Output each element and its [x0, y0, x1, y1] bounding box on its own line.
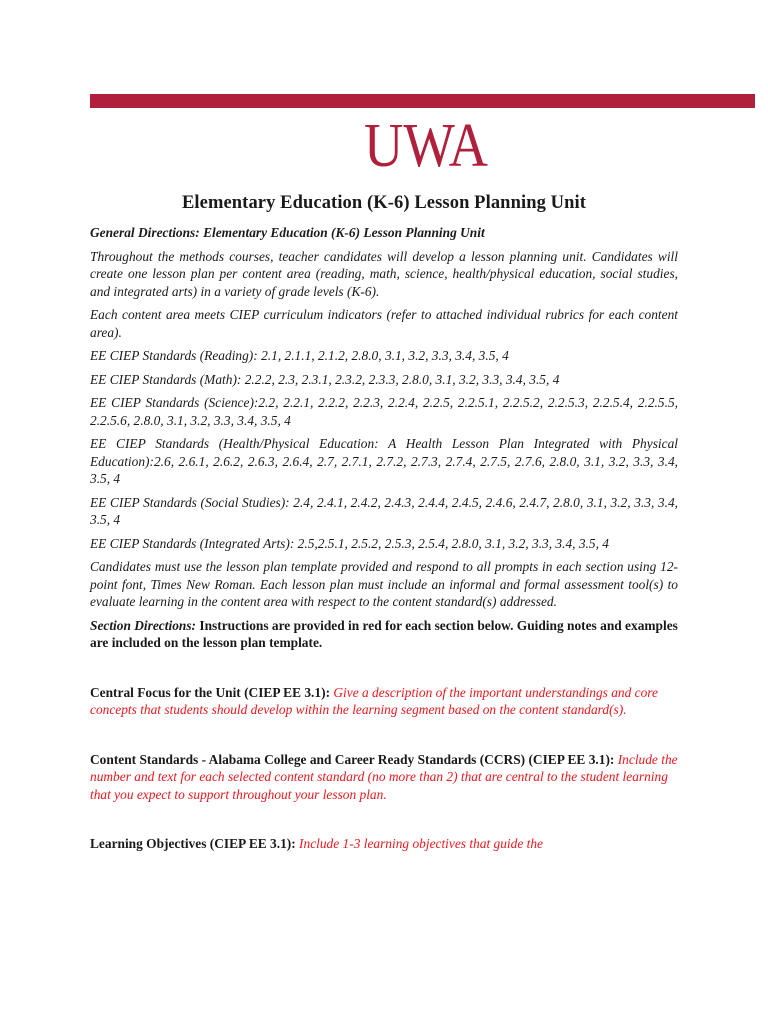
- template-paragraph: Candidates must use the lesson plan template provided and respond to all prompts in each section using 12-point font, Times New Roman. Each lesson plan must include an informal and formal assessment tool(s) to evaluate learning in the content area with respect to the content standard(s) addressed.: [90, 559, 678, 609]
- intro-paragraph: Throughout the methods courses, teacher candidates will develop a lesson planning unit. Candidates will create one lesson plan per content area (reading, math, science, health/physical education, social studies, and integrated arts) in a variety of grade levels (K-6).: [90, 248, 678, 299]
- document-body: [90, 190, 678, 853]
- svg-text:UWA: UWA: [364, 112, 489, 180]
- content-standards-heading: Content Standards - Alabama College and Career Ready Standards (CCRS) (CIEP EE 3.1):: [90, 751, 615, 767]
- section-directions: [90, 617, 678, 652]
- learning-objectives-section: [90, 835, 678, 853]
- uwa-logo-graphic: [363, 112, 489, 180]
- section-directions-text: Instructions are provided in red for each section below. Guiding notes and examples are included on the lesson plan template.: [90, 617, 678, 650]
- standards-health: EE CIEP Standards (Health/Physical Education: A Health Lesson Plan Integrated with Physical Education):2.6, 2.6.1, 2.6.2, 2.6.3, 2.6.4, 2.7, 2.7.1, 2.7.2, 2.7.3, 2.7.4, 2.7.5, 2.7.6, 2.8.0, 3.1, 3.2, 3.3, 3.4, 3.5, 4: [90, 436, 678, 486]
- central-focus-section: [90, 684, 678, 719]
- standards-integrated-arts: EE CIEP Standards (Integrated Arts): 2.5,2.5.1, 2.5.2, 2.5.3, 2.5.4, 2.8.0, 3.1, 3.2, 3.3, 3.4, 3.5, 4: [90, 535, 609, 551]
- learning-objectives-instruction: Include 1-3 learning objectives that guide the: [295, 836, 543, 851]
- header-band: [90, 94, 755, 108]
- content-area-paragraph: Each content area meets CIEP curriculum indicators (refer to attached individual rubrics for each content area).: [90, 307, 678, 340]
- standards-social-studies: EE CIEP Standards (Social Studies): 2.4, 2.4.1, 2.4.2, 2.4.3, 2.4.4, 2.4.5, 2.4.6, 2.4.7, 2.8.0, 3.1, 3.2, 3.3, 3.4, 3.5, 4: [90, 494, 678, 527]
- learning-objectives-heading: Learning Objectives (CIEP EE 3.1):: [90, 836, 296, 851]
- central-focus-heading: Central Focus for the Unit (CIEP EE 3.1):: [90, 684, 331, 700]
- general-directions-heading: General Directions: Elementary Education (K-6) Lesson Planning Unit: [90, 225, 485, 240]
- uwa-logo: [363, 112, 489, 180]
- content-standards-section: [90, 751, 678, 804]
- standards-reading: EE CIEP Standards (Reading): 2.1, 2.1.1, 2.1.2, 2.8.0, 3.1, 3.2, 3.3, 3.4, 3.5, 4: [90, 348, 509, 363]
- standards-science: EE CIEP Standards (Science):2.2, 2.2.1, 2.2.2, 2.2.3, 2.2.4, 2.2.5, 2.2.5.1, 2.2.5.2, 2.2.5.3, 2.2.5.4, 2.2.5.5, 2.2.5.6, 2.8.0, 3.1, 3.2, 3.3, 3.4, 3.5, 4: [90, 395, 678, 428]
- standards-math: EE CIEP Standards (Math): 2.2.2, 2.3, 2.3.1, 2.3.2, 2.3.3, 2.8.0, 3.1, 3.2, 3.3, 3.4, 3.5, 4: [90, 371, 560, 387]
- document-title: Elementary Education (K-6) Lesson Planning Unit: [181, 193, 587, 213]
- content-standards-instruction: Include the number and text for each selected content standard (no more than 2) that are central to the student learning that you expect to support throughout your lesson plan.: [90, 751, 678, 802]
- central-focus-instruction: Give a description of the important understandings and core concepts that students should develop within the learning segment based on the content standard(s).: [90, 684, 658, 717]
- section-directions-label: Section Directions:: [90, 617, 197, 633]
